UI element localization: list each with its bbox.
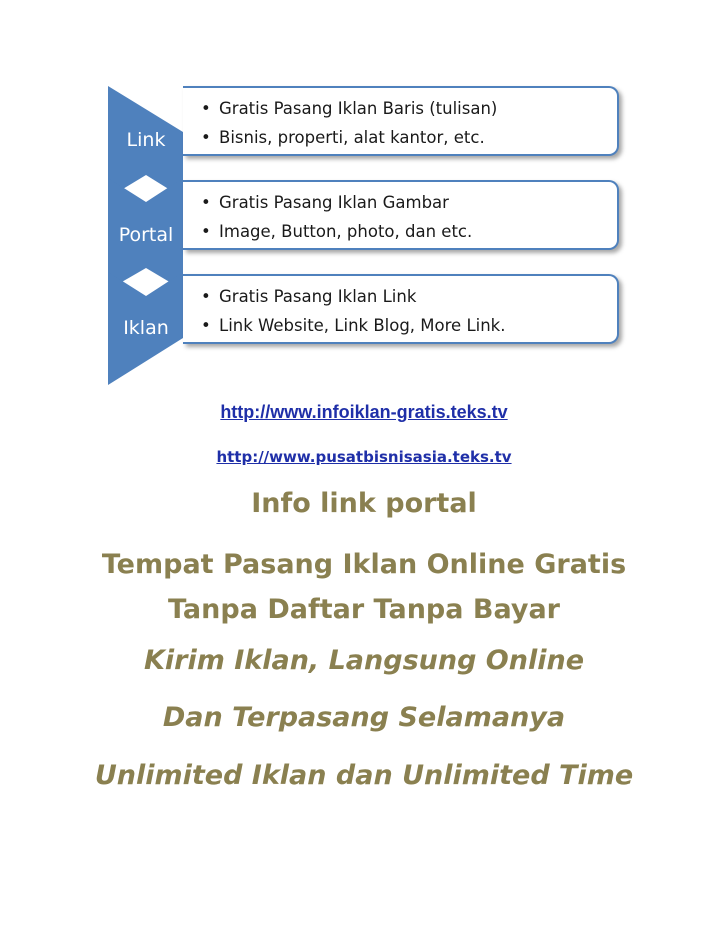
link-infoiklan[interactable]: http://www.infoiklan-gratis.teks.tv	[220, 402, 508, 422]
chevron-process-diagram	[0, 0, 728, 400]
step-box-iklan	[183, 274, 619, 344]
tagline-line1: Tempat Pasang Iklan Online Gratis	[101, 549, 627, 580]
link-pusatbisnisasia[interactable]: http://www.pusatbisnisasia.teks.tv	[216, 448, 512, 466]
step-label-iklan: Iklan	[123, 317, 169, 339]
tagline-line2: Tanpa Daftar Tanpa Bayar	[168, 594, 560, 625]
bullet-item: • Gratis Pasang Iklan Gambar	[201, 188, 617, 217]
tagline-line5: Unlimited Iklan dan Unlimited Time	[94, 760, 634, 791]
step-label-link: Link	[126, 129, 166, 151]
step-label-portal: Portal	[118, 224, 174, 246]
tagline-line4: Dan Terpasang Selamanya	[162, 702, 566, 733]
heading-info-link-portal: Info link portal	[251, 488, 477, 519]
bullet-item: • Link Website, Link Blog, More Link.	[201, 311, 617, 340]
step-box-portal	[183, 180, 619, 250]
step-box-link	[183, 86, 619, 156]
bullet-item: • Gratis Pasang Iklan Baris (tulisan)	[201, 94, 617, 123]
bullet-item: • Image, Button, photo, dan etc.	[201, 217, 617, 246]
bullet-item: • Bisnis, properti, alat kantor, etc.	[201, 123, 617, 152]
bullet-item: • Gratis Pasang Iklan Link	[201, 282, 617, 311]
tagline-line3: Kirim Iklan, Langsung Online	[143, 645, 585, 676]
